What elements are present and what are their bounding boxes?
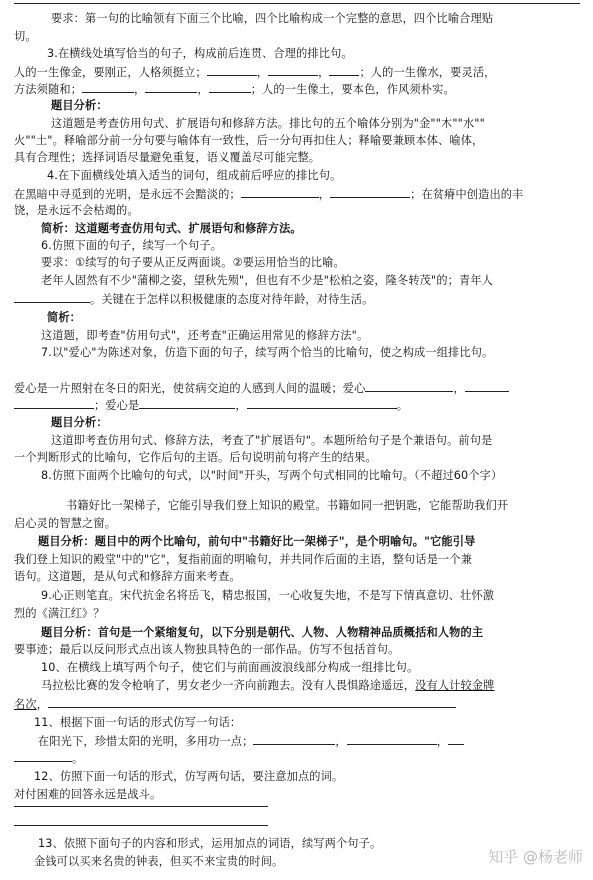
watermark: 知乎 @杨老师 [488, 848, 583, 866]
answer-blank[interactable] [48, 694, 456, 708]
text-line [14, 289, 373, 308]
text-line: 金钱可以买来名贵的钟表，但买不来宝贵的时间。 [34, 855, 284, 868]
answer-blank[interactable] [329, 62, 359, 76]
comma: ， [453, 382, 465, 395]
answer-blank[interactable] [139, 395, 235, 409]
text-line: 这道即考查仿用句式、修辞方法，考查了"扩展语句"。本题所给句子是个兼语句。前句是 [51, 434, 493, 447]
period: 。 [72, 752, 84, 765]
text-line: 要求：第一句的比喻领有下面三个比喻，四个比喻构成一个完整的意思，四个比喻合理贴 [51, 12, 494, 25]
answer-line[interactable] [14, 825, 268, 826]
text-line: 我们登上知识的殿堂"中的"它"，复指前面的明喻句，并共同作后面的主语，整句话是一个兼 [14, 553, 473, 566]
question-6: 6.仿照下面的句子，续写一个句子。 [41, 239, 223, 252]
text-segment: 在黑暗中寻觅到的光明，是永远不会黯淡的； [14, 188, 241, 201]
analysis-heading: 题目分析： [51, 99, 108, 112]
answer-blank[interactable] [145, 79, 197, 93]
comma: ， [134, 83, 146, 96]
question-10: 10、在横线上填写两个句子，使它们与前面画波浪线部分构成一组排比句。 [41, 661, 419, 674]
text-line [38, 731, 464, 750]
answer-blank[interactable] [365, 378, 453, 392]
answer-blank[interactable] [14, 748, 72, 762]
text-line [14, 395, 408, 414]
wavy-underlined-text: 名次 [14, 698, 37, 711]
text-line: 启心灵的智慧之窗。 [14, 517, 117, 530]
question-13: 13、依照下面句子的内容和形式，运用加点的词语，续写两个句子。 [38, 837, 382, 850]
text-segment: ；人的一生像水，要灵活， [359, 66, 496, 79]
text-line [41, 624, 483, 641]
text-line: 饶，是永远不会枯竭的。 [14, 204, 139, 217]
answer-blank[interactable] [268, 62, 318, 76]
answer-blank[interactable] [82, 79, 134, 93]
text-line: 书籍好比一架梯子，它能引导我们登上知识的殿堂。书籍如同一把钥匙，它能帮助我们开 [66, 499, 509, 512]
answer-blank[interactable] [241, 184, 319, 198]
text-line: 一个判断形式的比喻句，它作后句的主语。后句说明前句将产生的结果。 [14, 451, 377, 464]
question-7: 7.以"爱心"为陈述对象，仿造下面的句子，续写两个恰当的比喻句，使之构成一组排比句。 [41, 346, 494, 359]
text-line [38, 533, 475, 550]
period: 。 [396, 399, 409, 412]
brief-analysis [41, 220, 302, 237]
answer-blank[interactable] [209, 79, 251, 93]
comma: ， [318, 188, 331, 201]
text-segment: 在阳光下，珍惜太阳的光明，多用功一点； [38, 735, 254, 748]
text-segment: 方法须随和； [14, 83, 83, 96]
answer-blank[interactable] [465, 378, 509, 392]
comma: ， [256, 66, 269, 79]
text-line: 具有合理性；选择词语尽量避免重复，语义覆盖尽可能完整。 [14, 151, 321, 164]
text-segment: 爱心是一片照射在冬日的阳光，使贫病交迫的人感到人间的温暖；爱心 [14, 382, 366, 395]
answer-blank[interactable] [14, 289, 90, 303]
brief-heading: 简析： [47, 311, 82, 324]
answer-blank[interactable] [330, 184, 410, 198]
answer-line[interactable] [14, 806, 268, 807]
question-12: 12、仿照下面一句话的形式，仿写两句话，要注意加点的词。 [34, 770, 344, 783]
text-segment: 题目分析：首句是一个紧缩复句，以下分别是朝代、人物、人物精神品质概括和人物的主 [41, 626, 484, 639]
text-line: 这道题，即考查"仿用句式"，还考查"正确运用常见的修辞方法"。 [41, 329, 369, 342]
text-segment: ；在贫瘠中创造出的丰 [410, 188, 524, 201]
analysis-heading: 题目分析： [51, 416, 108, 429]
comma: ， [318, 66, 330, 79]
text-line [14, 79, 455, 98]
text-line [41, 677, 495, 694]
text-line: 对付困难的回答永远是战斗。 [14, 788, 162, 801]
text-line: 要求：①续写的句子要从正反两面谈。②要运用恰当的比喻。 [41, 256, 345, 269]
text-line: 这道题是考查仿用句式、扩展语句和修辞方法。排比句的五个喻体分别为"金""木""水"" [51, 117, 485, 130]
question-8: 8.仿照下面两个比喻句的句式，以"时间"开头，写两个句式相同的比喻句。（不超过60个字） [41, 469, 503, 482]
text-line: 老年人固然有不少"蒲柳之姿，望秋先殒"，但也有不少是"松柏之姿，隆冬转茂"的；青年人 [41, 274, 494, 287]
text-line [14, 748, 83, 767]
text-segment: 马拉松比赛的发令枪响了，男女老少一齐向前跑去。没有人畏惧路途遥远， [41, 679, 416, 692]
question-4: 4.在下面横线处填入适当的词句，组成前后呼应的排比句。 [47, 169, 342, 182]
comma: ， [197, 83, 209, 96]
text-line: 要事迹；最后以反问形式点出该人物独具特色的一部作品。仿写不包括首句。 [14, 643, 400, 656]
answer-blank[interactable] [14, 395, 94, 409]
answer-blank[interactable] [253, 731, 335, 745]
comma: ， [335, 735, 347, 748]
comma: ， [235, 399, 247, 412]
text-line: 火""土"。释喻部分前一分句要与喻体有一致性，后一分句再扣住人；释喻要兼顾本体、喻体， [14, 134, 484, 147]
text-line [14, 184, 524, 203]
text-line [14, 694, 456, 713]
answer-blank[interactable] [347, 731, 437, 745]
comma: ， [36, 698, 49, 711]
text-segment: 人的一生像金，要刚正，人格须挺立； [14, 66, 207, 79]
text-line: 语句。这道题，是从句式和修辞方面来考查。 [14, 570, 241, 583]
question-3: 3.在横线处填写恰当的句子，构成前后连贯、合理的排比句。 [47, 47, 353, 60]
answer-blank[interactable] [247, 395, 397, 409]
answer-blank[interactable] [448, 731, 464, 745]
question-9: 9.心正则笔直。宋代抗金名将岳飞，精忠报国，一心收复失地，不是写下情真意切、壮怀激 [41, 589, 495, 602]
text-segment: 。关键在于怎样以积极健康的态度对待年龄，对待生活。 [90, 293, 374, 306]
top-rule [14, 3, 580, 4]
text-line: 烈的《满江红》？ [14, 607, 105, 620]
text-segment: ；人的一生像土，要本色，作风须朴实。 [250, 83, 455, 96]
answer-blank[interactable] [207, 62, 257, 76]
text-line: 切。 [14, 30, 37, 43]
text-segment: 简析：这道题考查仿用句式、扩展语句和修辞方法。 [41, 222, 302, 235]
text-segment: ；爱心是 [94, 399, 140, 412]
text-segment: 题目分析：题目中的两个比喻句，前句中"书籍好比一架梯子"，是个明喻句。"它能引导 [38, 535, 476, 548]
comma: ， [436, 735, 449, 748]
question-11: 11、根据下面一句话的形式仿写一句话： [34, 716, 242, 729]
wavy-underlined-text: 没有人计较金牌 [415, 679, 495, 692]
